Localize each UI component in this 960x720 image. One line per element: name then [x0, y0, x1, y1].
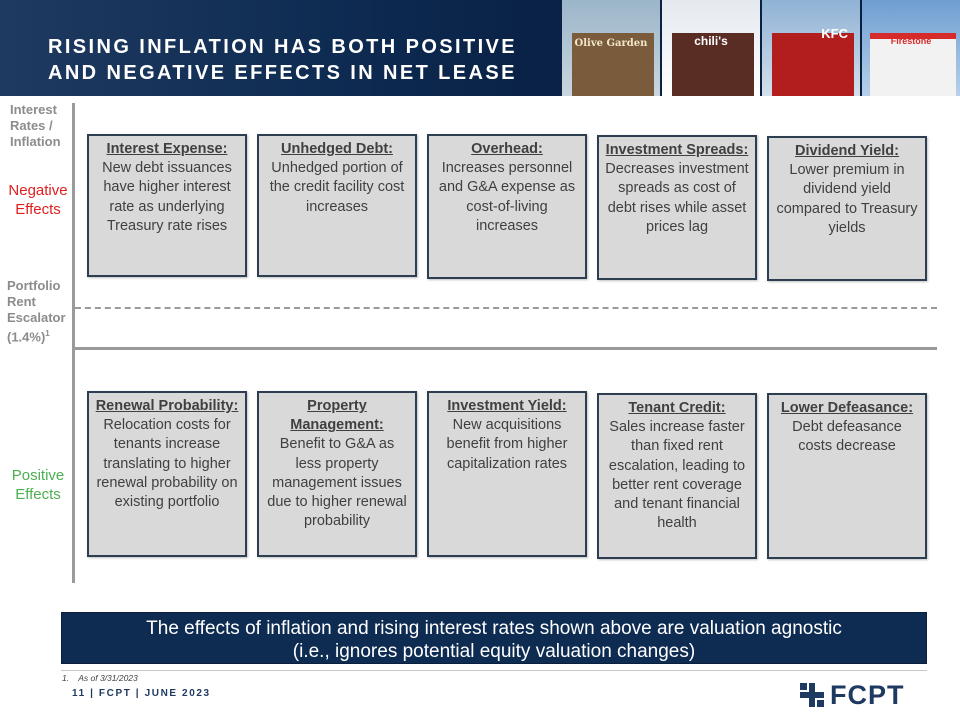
box-body: Benefit to G&A as less property management issues due to higher renewal probability — [267, 436, 407, 530]
slide-title-line-2: AND NEGATIVE EFFECTS IN NET LEASE — [48, 62, 517, 84]
negative-box-interest-expense — [87, 134, 247, 277]
axis-label-escalator — [7, 278, 71, 345]
box-body: Unhedged portion of the credit facility cost increases — [269, 160, 405, 215]
header-banner — [0, 0, 960, 96]
positive-box-investment-yield — [427, 391, 587, 557]
slide-title — [48, 34, 548, 86]
box-heading: Investment Yield: — [447, 398, 567, 414]
box-heading: Tenant Credit: — [628, 400, 726, 416]
horizontal-axis-line — [75, 347, 937, 350]
box-heading: Lower Defeasance: — [780, 400, 914, 416]
box-heading: Renewal Probability: — [95, 398, 239, 414]
escalator-text: Portfolio Rent Escalator (1.4%) — [7, 278, 66, 345]
positive-box-lower-defeasance — [767, 393, 927, 559]
label-positive-effects: Positive Effects — [11, 467, 65, 503]
company-logo — [800, 680, 930, 710]
photo-sign: Firestone — [890, 36, 932, 46]
axis-label-rates: Interest Rates / Inflation — [10, 102, 61, 149]
positive-box-tenant-credit — [597, 393, 757, 559]
box-body: Increases personnel and G&A expense as cost-of-living increases — [438, 160, 576, 234]
positive-box-renewal-probability — [87, 391, 247, 557]
box-heading: Property Management: — [290, 398, 384, 434]
box-body: Sales increase faster than fixed rent escalation, leading to better rent coverage and tenant financial health — [608, 419, 746, 532]
box-heading: Unhedged Debt: — [281, 141, 393, 157]
negative-box-dividend-yield — [767, 136, 927, 281]
box-body: Debt defeasance costs decrease — [792, 419, 902, 455]
photo-sign: Olive Garden — [574, 38, 648, 49]
footer-divider — [61, 670, 927, 671]
box-body: New acquisitions benefit from higher capitalization rates — [446, 417, 568, 472]
box-body: New debt issuances have higher interest rate as underlying Treasury rate rises — [102, 160, 232, 234]
box-body: Lower premium in dividend yield compared to Treasury yields — [776, 162, 918, 236]
box-body: Decreases investment spreads as cost of debt rises while asset prices lag — [605, 161, 749, 235]
negative-box-unhedged-debt — [257, 134, 417, 277]
footnote-marker: 1 — [45, 329, 50, 338]
restaurant-photos — [562, 0, 960, 96]
photo-chilis — [662, 0, 760, 96]
box-heading: Interest Expense: — [106, 141, 228, 157]
label-negative-effects: Negative Effects — [8, 182, 68, 218]
logo-mark-icon — [800, 683, 824, 707]
page-number: 11 | FCPT | JUNE 2023 — [72, 688, 211, 699]
photo-kfc — [762, 0, 860, 96]
box-body: Relocation costs for tenants increase translating to higher renewal probability on existing portfolio — [96, 417, 238, 511]
footnote: 1. As of 3/31/2023 — [62, 673, 138, 683]
box-heading: Dividend Yield: — [795, 143, 899, 159]
photo-sign: chili's — [694, 34, 728, 48]
slide-title-line-1: RISING INFLATION HAS BOTH POSITIVE — [48, 36, 518, 58]
photo-firestone — [862, 0, 960, 96]
positive-box-property-management — [257, 391, 417, 557]
summary-banner — [61, 612, 927, 664]
logo-text: FCPT — [830, 680, 905, 710]
box-heading: Overhead: — [471, 141, 543, 157]
summary-line-2: (i.e., ignores potential equity valuation changes) — [292, 641, 696, 662]
escalator-dashed-line — [75, 307, 937, 309]
box-heading: Investment Spreads: — [605, 142, 749, 158]
negative-box-investment-spreads — [597, 135, 757, 280]
photo-olive-garden — [562, 0, 660, 96]
summary-line-1: The effects of inflation and rising interest rates shown above are valuation agnostic — [146, 618, 842, 639]
negative-box-overhead — [427, 134, 587, 279]
photo-sign: KFC — [821, 26, 848, 41]
vertical-axis-line — [72, 103, 75, 583]
